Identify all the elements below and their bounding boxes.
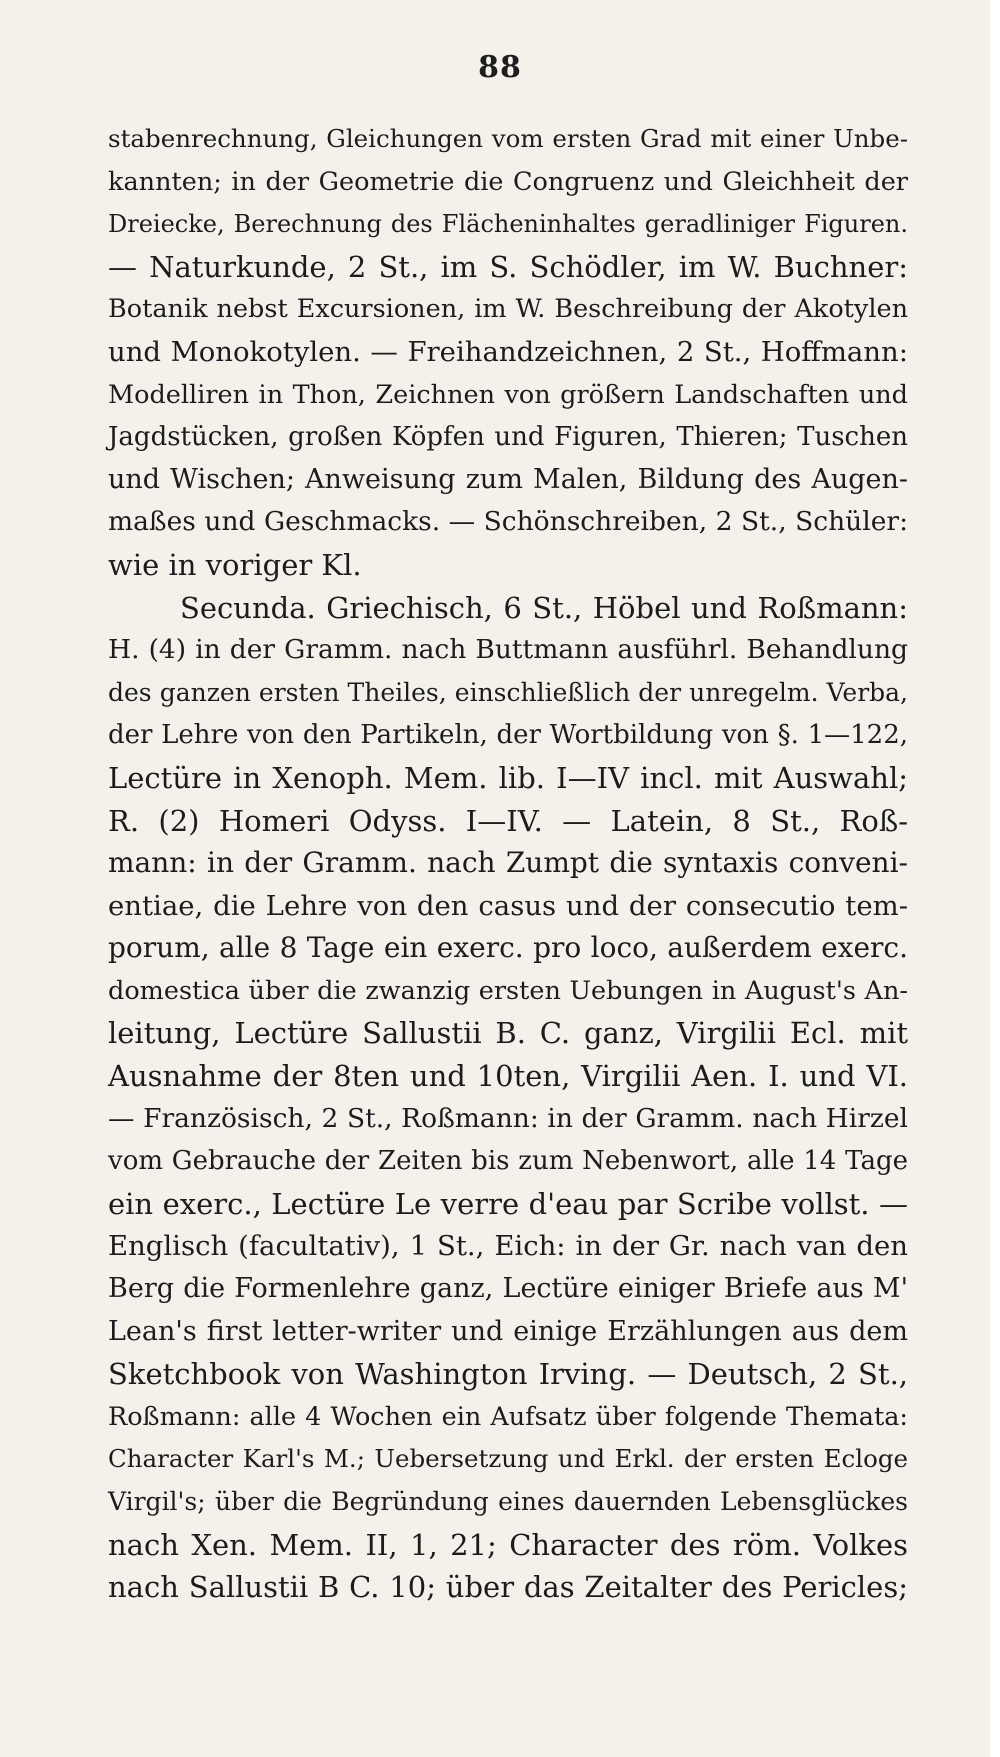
text-line: mann: in der Gramm. nach Zumpt die syntaxis conveni- (108, 846, 908, 880)
page-number: 88 (478, 50, 522, 85)
page-edge (990, 0, 1000, 1757)
text-line: Berg die Formenlehre ganz, Lectüre einiger Briefe aus M' (108, 1273, 908, 1305)
text-line: Virgil's; über die Begründung eines dauernden Lebensglückes (108, 1487, 908, 1516)
text-line: der Lehre von den Partikeln, der Wortbildung von §. 1—122, (108, 720, 908, 751)
text-line: nach Xen. Mem. II, 1, 21; Character des röm. Volkes (108, 1527, 908, 1562)
text-line: leitung, Lectüre Sallustii B. C. ganz, Virgilii Ecl. mit (108, 1016, 908, 1051)
text-line: vom Gebrauche der Zeiten bis zum Nebenwort, alle 14 Tage (108, 1146, 908, 1177)
text-line: porum, alle 8 Tage ein exerc. pro loco, außerdem exerc. (108, 931, 908, 965)
text-line: Dreiecke, Berechnung des Flächeninhaltes geradliniger Figuren. (108, 210, 908, 239)
text-line: Jagdstücken, großen Köpfen und Figuren, Thieren; Tuschen (108, 422, 908, 453)
text-line: Character Karl's M.; Uebersetzung und Erkl. der ersten Ecloge (108, 1444, 908, 1474)
text-line: Lean's first letter-writer und einige Erzählungen aus dem (108, 1315, 908, 1347)
text-line: kannten; in der Geometrie die Congruenz und Gleichheit der (108, 166, 908, 197)
text-line: H. (4) in der Gramm. nach Buttmann ausführl. Behandlung (108, 634, 908, 666)
text-line: entiae, die Lehre von den casus und der consecutio tem- (108, 889, 908, 922)
text-line: Sketchbook von Washington Irving. — Deutsch, 2 St., (108, 1357, 908, 1392)
text-line: und Monokotylen. — Freihandzeichnen, 2 St., Hoffmann: (108, 335, 908, 368)
text-line: Roßmann: alle 4 Wochen ein Aufsatz über folgende Themata: (108, 1401, 908, 1432)
text-line: stabenrechnung, Gleichungen vom ersten Grad mit einer Unbe- (108, 124, 908, 153)
text-line: Botanik nebst Excursionen, im W. Beschreibung der Akotylen (108, 294, 908, 325)
text-line: domestica über die zwanzig ersten Uebungen in August's An- (108, 975, 908, 1006)
text-line: des ganzen ersten Theiles, einschließlich der unregelm. Verba, (108, 677, 908, 707)
text-line: R. (2) Homeri Odyss. I—IV. — Latein, 8 St., Roß- (108, 803, 908, 838)
body-text (108, 118, 908, 1609)
text-line: wie in voriger Kl. (108, 547, 362, 582)
text-line: — Französisch, 2 St., Roßmann: in der Gramm. nach Hirzel (108, 1102, 908, 1134)
text-line: und Wischen; Anweisung zum Malen, Bildung des Augen- (108, 463, 908, 495)
text-line: Modelliren in Thon, Zeichnen von größern Landschaften und (108, 379, 908, 410)
text-line: Englisch (facultativ), 1 St., Eich: in der Gr. nach van den (108, 1230, 908, 1263)
text-line: Lectüre in Xenoph. Mem. lib. I—IV incl. mit Auswahl; (108, 760, 908, 795)
section-heading-line: Secunda. Griechisch, 6 St., Höbel und Roßmann: (180, 590, 908, 625)
text-line: ein exerc., Lectüre Le verre d'eau par Scribe vollst. — (108, 1186, 908, 1221)
text-line: maßes und Geschmacks. — Schönschreiben, 2 St., Schüler: (108, 506, 908, 538)
text-line: Ausnahme der 8ten und 10ten, Virgilii Aen. I. und VI. (108, 1059, 908, 1094)
text-line: — Naturkunde, 2 St., im S. Schödler, im W. Buchner: (108, 249, 908, 284)
text-line: nach Sallustii B C. 10; über das Zeitalter des Pericles; (108, 1570, 908, 1605)
